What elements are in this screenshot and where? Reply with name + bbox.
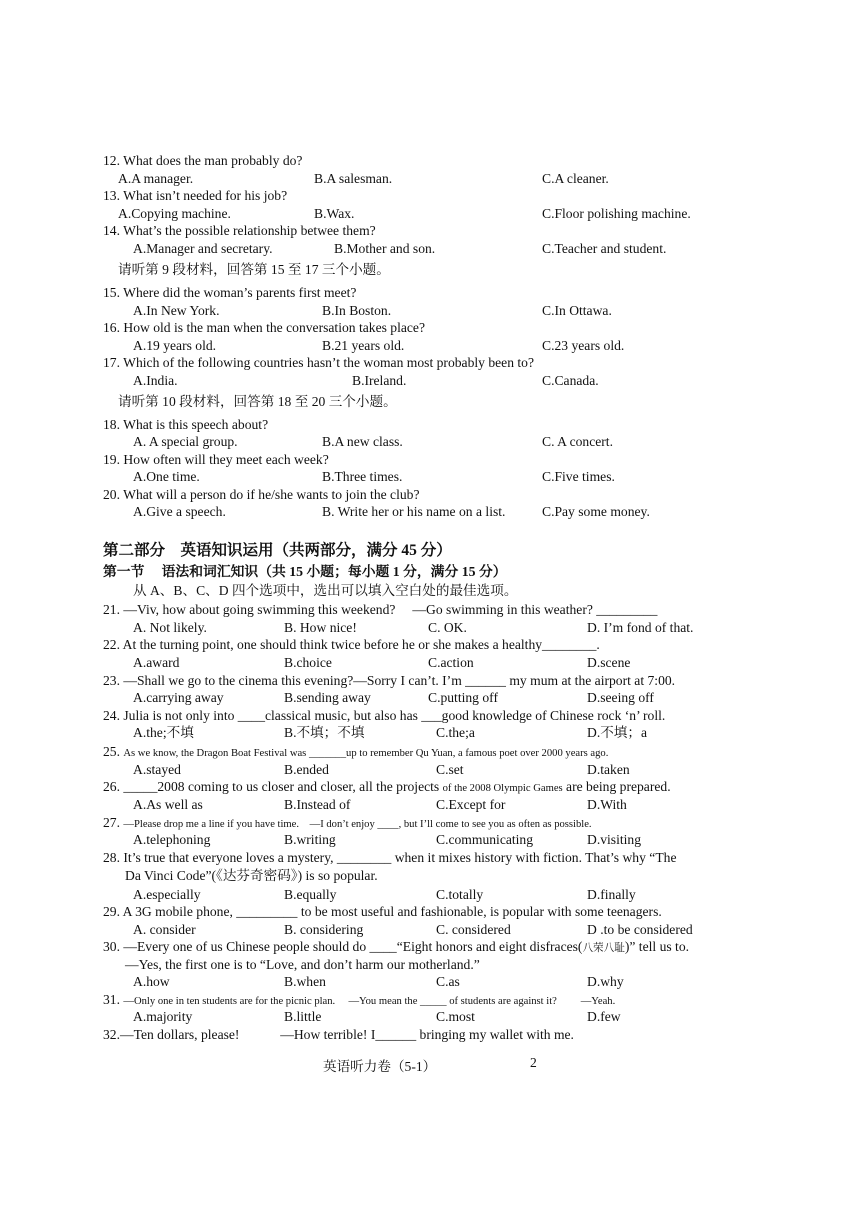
question-13-option-c: C.Floor polishing machine. — [542, 206, 691, 221]
question-28-option-a: A.especially — [133, 887, 201, 902]
question-12-option-b: B.A salesman. — [314, 171, 393, 186]
question-14-stem: 14. What’s the possible relationship betwee them? — [103, 223, 376, 238]
question-25-option-b: B.ended — [284, 762, 329, 777]
question-24-option-b: B.不填；不填 — [284, 725, 365, 740]
question-15-option-c: C.In Ottawa. — [542, 303, 612, 318]
footer-label: 英语听力卷（5-1） — [323, 1059, 437, 1074]
question-22-option-c: C.action — [428, 655, 474, 670]
question-21-option-a: A. Not likely. — [133, 620, 207, 635]
question-14-option-b: B.Mother and son. — [334, 241, 436, 256]
question-13-option-a: A.Copying machine. — [118, 206, 231, 221]
question-31-number: 31. — [103, 992, 124, 1007]
question-16-option-a: A.19 years old. — [133, 338, 217, 353]
question-27-text: —Please drop me a line if you have time. —I don’t enjoy ____, but I’ll come to see you as often as possible. — [123, 819, 592, 830]
question-30-option-b: B.when — [284, 974, 326, 989]
question-30-option-a: A.how — [133, 974, 170, 989]
instruction-passage-10: 请听第 10 段材料，回答第 18 至 20 三个小题。 — [118, 394, 397, 409]
question-31-option-a: A.majority — [133, 1009, 193, 1024]
section-one-instruction: 从 A、B、C、D 四个选项中，选出可以填入空白处的最佳选项。 — [133, 583, 518, 598]
question-23-option-b: B.sending away — [284, 690, 371, 705]
question-27-option-d: D.visiting — [587, 832, 642, 847]
question-16-option-b: B.21 years old. — [322, 338, 405, 353]
question-19-option-b: B.Three times. — [322, 469, 403, 484]
question-13-stem: 13. What isn’t needed for his job? — [103, 188, 288, 203]
question-25-number: 25. — [103, 744, 124, 759]
question-29-stem: 29. A 3G mobile phone, _________ to be most useful and fashionable, is popular with some teenagers. — [103, 904, 662, 919]
question-24-option-c: C.the;a — [436, 725, 475, 740]
question-23-stem: 23. —Shall we go to the cinema this evening?—Sorry I can’t. I’m ______ my mum at the airport at 7:00. — [103, 673, 676, 688]
question-26-stem — [103, 778, 671, 797]
question-14-option-a: A.Manager and secretary. — [133, 241, 273, 256]
question-25-stem — [103, 743, 608, 762]
question-32-stem: 32.—Ten dollars, please! —How terrible! I______ bringing my wallet with me. — [103, 1027, 574, 1042]
question-19-stem: 19. How often will they meet each week? — [103, 452, 329, 467]
question-21-option-c: C. OK. — [428, 620, 467, 635]
question-26-text-2: of the 2008 Olympic Games — [442, 783, 563, 794]
question-20-option-b: B. Write her or his name on a list. — [322, 504, 506, 519]
question-17-option-c: C.Canada. — [542, 373, 599, 388]
question-20-stem: 20. What will a person do if he/she wants to join the club? — [103, 487, 420, 502]
question-24-option-a: A.the;不填 — [133, 725, 194, 740]
question-28-stem-line-2: Da Vinci Code”(《达芬奇密码》) is so popular. — [125, 868, 378, 883]
question-27-option-c: C.communicating — [436, 832, 534, 847]
question-12-option-a: A.A manager. — [118, 171, 194, 186]
question-25-option-a: A.stayed — [133, 762, 181, 777]
question-20-option-c: C.Pay some money. — [542, 504, 650, 519]
question-17-option-a: A.India. — [133, 373, 178, 388]
question-12-stem: 12. What does the man probably do? — [103, 153, 303, 168]
question-26-text-3: are being prepared. — [562, 779, 671, 794]
question-21-stem: 21. —Viv, how about going swimming this weekend? —Go swimming in this weather? _________ — [103, 602, 658, 617]
question-29-option-b: B. considering — [284, 922, 364, 937]
question-30-text-1: 30. —Every one of us Chinese people should do ____“Eight honors and eight disfraces( — [103, 939, 583, 954]
question-15-option-b: B.In Boston. — [322, 303, 392, 318]
question-26-option-c: C.Except for — [436, 797, 506, 812]
question-24-option-d: D.不填；a — [587, 725, 648, 740]
question-26-option-b: B.Instead of — [284, 797, 351, 812]
question-21-option-d: D. I’m fond of that. — [587, 620, 694, 635]
question-15-option-a: A.In New York. — [133, 303, 220, 318]
question-19-option-c: C.Five times. — [542, 469, 615, 484]
question-22-option-d: D.scene — [587, 655, 631, 670]
page-number: 2 — [530, 1055, 537, 1070]
question-12-option-c: C.A cleaner. — [542, 171, 609, 186]
question-23-option-a: A.carrying away — [133, 690, 224, 705]
question-18-option-a: A. A special group. — [133, 434, 238, 449]
question-28-option-d: D.finally — [587, 887, 636, 902]
question-25-option-d: D.taken — [587, 762, 630, 777]
question-13-option-b: B.Wax. — [314, 206, 355, 221]
question-27-number: 27. — [103, 815, 124, 830]
question-31-option-b: B.little — [284, 1009, 322, 1024]
question-30-option-c: C.as — [436, 974, 460, 989]
question-25-option-c: C.set — [436, 762, 464, 777]
question-18-option-b: B.A new class. — [322, 434, 403, 449]
question-17-stem: 17. Which of the following countries hasn’t the woman most probably been to? — [103, 355, 535, 370]
question-26-option-d: D.With — [587, 797, 627, 812]
question-26-option-a: A.As well as — [133, 797, 203, 812]
question-24-stem: 24. Julia is not only into ____classical music, but also has ___good knowledge of Chinese rock ‘n’ roll. — [103, 708, 666, 723]
question-17-option-b: B.Ireland. — [352, 373, 407, 388]
question-31-option-d: D.few — [587, 1009, 621, 1024]
question-29-option-a: A. consider — [133, 922, 196, 937]
question-27-option-b: B.writing — [284, 832, 336, 847]
question-18-option-c: C. A concert. — [542, 434, 613, 449]
question-30-text-chinese: 八荣八耻 — [582, 943, 625, 954]
section-one-title: 第一节 语法和词汇知识（共 15 小题；每小题 1 分，满分 15 分） — [103, 564, 507, 579]
question-23-option-c: C.putting off — [428, 690, 498, 705]
question-28-option-b: B.equally — [284, 887, 337, 902]
question-15-stem: 15. Where did the woman’s parents first meet? — [103, 285, 357, 300]
question-22-stem: 22. At the turning point, one should think twice before he or she makes a healthy________. — [103, 637, 600, 652]
question-16-option-c: C.23 years old. — [542, 338, 625, 353]
question-28-stem-line-1: 28. It’s true that everyone loves a mystery, ________ when it mixes history with fiction. That’s why “The — [103, 850, 677, 865]
question-30-option-d: D.why — [587, 974, 624, 989]
question-31-text: —Only one in ten students are for the picnic plan. —You mean the _____ of students are against it? —Yeah. — [123, 996, 616, 1007]
question-25-text: As we know, the Dragon Boat Festival was _______up to remember Qu Yuan, a famous poet over 2000 years ago. — [123, 748, 609, 759]
question-20-option-a: A.Give a speech. — [133, 504, 226, 519]
question-30-stem-line-1 — [103, 938, 689, 957]
question-30-stem-line-2: —Yes, the first one is to “Love, and don’t harm our motherland.” — [125, 957, 480, 972]
question-26-text-1: 26. _____2008 coming to us closer and closer, all the projects — [103, 779, 443, 794]
question-21-option-b: B. How nice! — [284, 620, 357, 635]
question-16-stem: 16. How old is the man when the conversation takes place? — [103, 320, 426, 335]
question-18-stem: 18. What is this speech about? — [103, 417, 269, 432]
question-19-option-a: A.One time. — [133, 469, 200, 484]
question-29-option-c: C. considered — [436, 922, 511, 937]
instruction-passage-9: 请听第 9 段材料，回答第 15 至 17 三个小题。 — [118, 262, 390, 277]
question-23-option-d: D.seeing off — [587, 690, 654, 705]
question-29-option-d: D .to be considered — [587, 922, 693, 937]
question-28-option-c: C.totally — [436, 887, 484, 902]
part-two-title: 第二部分 英语知识运用（共两部分，满分 45 分） — [103, 542, 452, 559]
question-22-option-a: A.award — [133, 655, 180, 670]
question-14-option-c: C.Teacher and student. — [542, 241, 667, 256]
question-30-text-3: )” tell us to. — [624, 939, 690, 954]
question-31-option-c: C.most — [436, 1009, 475, 1024]
question-27-option-a: A.telephoning — [133, 832, 211, 847]
question-22-option-b: B.choice — [284, 655, 332, 670]
